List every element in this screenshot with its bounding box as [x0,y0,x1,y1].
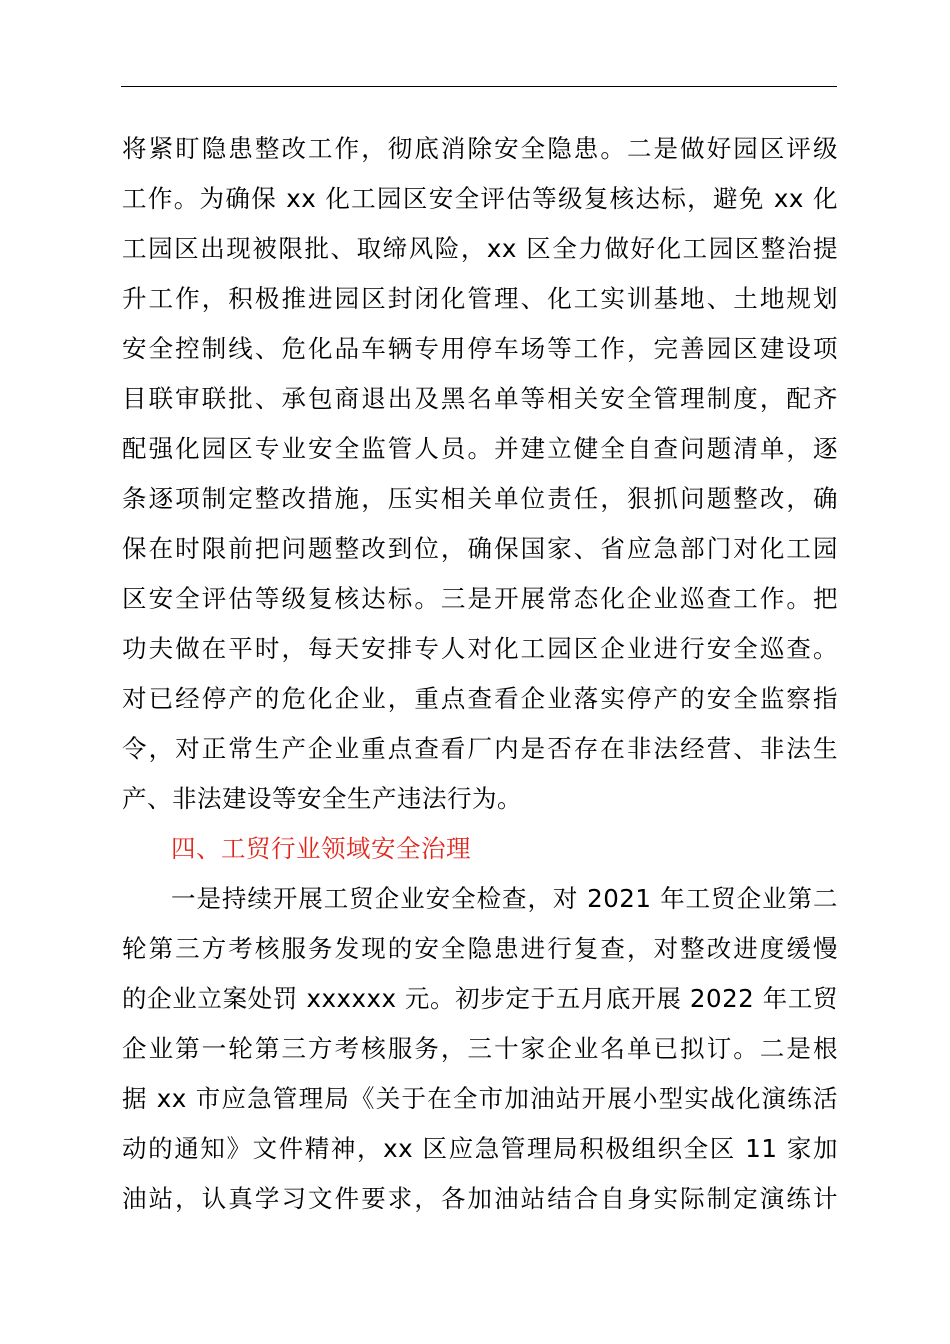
paragraph-2-line-5: 据 xx 市应急管理局《关于在全市加油站开展小型实战化演练活 [122,1084,838,1113]
paragraph-2-line-4: 企业第一轮第三方考核服务，三十家企业名单已拟订。二是根 [122,1034,838,1063]
paragraph-1-line-4: 升工作，积极推进园区封闭化管理、化工实训基地、土地规划 [122,284,838,313]
paragraph-1-line-5: 安全控制线、危化品车辆专用停车场等工作，完善园区建设项 [122,334,838,363]
paragraph-2-line-2: 轮第三方考核服务发现的安全隐患进行复查，对整改进度缓慢 [122,934,838,963]
paragraph-1-line-14: 产、非法建设等安全生产违法行为。 [122,784,522,813]
paragraph-1-line-11: 功夫做在平时，每天安排专人对化工园区企业进行安全巡查。 [122,634,838,663]
paragraph-1-line-2: 工作。为确保 xx 化工园区安全评估等级复核达标，避免 xx 化 [122,184,838,213]
paragraph-1-line-10: 区安全评估等级复核达标。三是开展常态化企业巡查工作。把 [122,584,838,613]
paragraph-1-line-13: 令，对正常生产企业重点查看厂内是否存在非法经营、非法生 [122,734,838,763]
paragraph-2-line-1: 一是持续开展工贸企业安全检查，对 2021 年工贸企业第二 [171,884,838,913]
section-heading: 四、工贸行业领域安全治理 [171,834,471,863]
document-body [122,124,838,1224]
paragraph-2-line-7: 油站，认真学习文件要求，各加油站结合自身实际制定演练计 [122,1184,838,1213]
header-rule [121,86,837,87]
paragraph-1-line-3: 工园区出现被限批、取缔风险，xx 区全力做好化工园区整治提 [122,234,838,263]
paragraph-1-line-8: 条逐项制定整改措施，压实相关单位责任，狠抓问题整改，确 [122,484,838,513]
paragraph-1-line-1: 将紧盯隐患整改工作，彻底消除安全隐患。二是做好园区评级 [122,134,838,163]
paragraph-1-line-7: 配强化园区专业安全监管人员。并建立健全自查问题清单，逐 [122,434,838,463]
paragraph-1-line-6: 目联审联批、承包商退出及黑名单等相关安全管理制度，配齐 [122,384,838,413]
paragraph-2-line-3: 的企业立案处罚 xxxxxx 元。初步定于五月底开展 2022 年工贸 [122,984,838,1013]
paragraph-2-line-6: 动的通知》文件精神，xx 区应急管理局积极组织全区 11 家加 [122,1134,838,1163]
paragraph-1-line-9: 保在时限前把问题整改到位，确保国家、省应急部门对化工园 [122,534,838,563]
paragraph-1-line-12: 对已经停产的危化企业，重点查看企业落实停产的安全监察指 [122,684,838,713]
